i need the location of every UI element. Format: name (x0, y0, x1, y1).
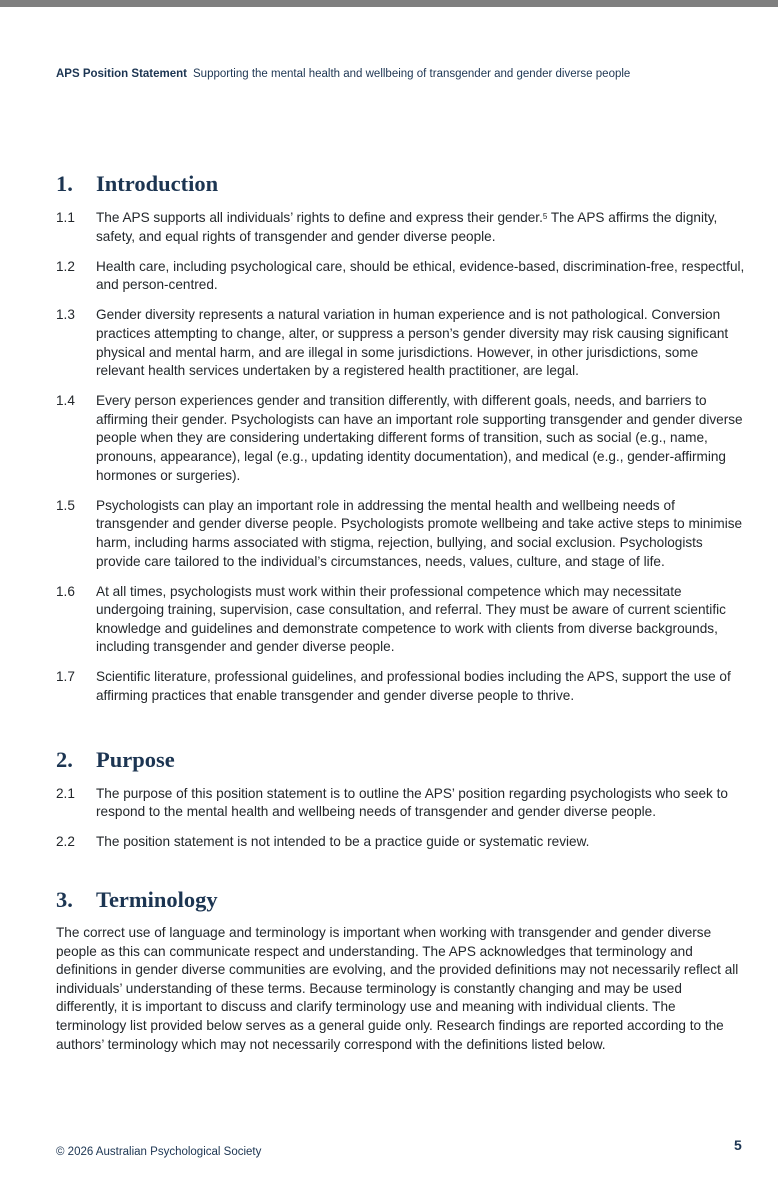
running-header (56, 68, 630, 80)
item-number: 1.5 (56, 497, 75, 513)
numbered-item (56, 668, 746, 705)
item-number: 1.7 (56, 669, 75, 685)
section-title: Introduction (96, 171, 219, 196)
section-heading-introduction (56, 168, 746, 200)
numbered-item (56, 833, 746, 852)
numbered-item (56, 209, 746, 246)
copyright-notice: © 2026 Australian Psychological Society (56, 1146, 262, 1158)
item-number: 1.6 (56, 583, 75, 599)
section-number: 3. (56, 886, 73, 912)
running-header-label: APS Position Statement (56, 68, 187, 80)
item-text: At all times, psychologists must work within their professional competence which may necessitate undergoing training, supervision, case consultation, and referral. They must be aware of current scientific knowledge and guidelines and demonstrate competence to work with clients from diverse backgrounds, including transgender and gender diverse people. (96, 583, 726, 655)
numbered-item (56, 497, 746, 571)
item-text: The position statement is not intended to be a practice guide or systematic review. (96, 834, 590, 850)
item-number: 1.3 (56, 307, 75, 323)
item-text: Scientific literature, professional guidelines, and professional bodies including the APS, support the use of affirming practices that enable transgender and gender diverse people to thrive. (96, 669, 731, 704)
document-body (56, 168, 746, 1054)
section-heading-terminology (56, 884, 746, 916)
numbered-item (56, 258, 746, 295)
item-number: 1.4 (56, 393, 75, 409)
section-title: Terminology (96, 886, 218, 912)
section-number: 1. (56, 171, 73, 196)
item-text: Health care, including psychological care, should be ethical, evidence-based, discrimination-free, respectful, and person-centred. (96, 258, 745, 293)
page-number: 5 (734, 1137, 742, 1153)
item-text: Gender diversity represents a natural variation in human experience and is not pathological. Conversion practices attempting to change, alter, or suppress a person’s gender diversity may risk causing significant physical and mental harm, and are illegal in some jurisdictions. However, in other jurisdictions, some relevant health services undertaken by a registered health practitioner, are legal. (96, 307, 729, 379)
numbered-item (56, 306, 746, 380)
item-number: 2.2 (56, 834, 75, 850)
section-heading-purpose (56, 744, 746, 776)
top-rule (0, 0, 778, 7)
section-title: Purpose (96, 746, 175, 772)
item-text: The purpose of this position statement is to outline the APS’ position regarding psychologists who seek to respond to the mental health and wellbeing needs of transgender and gender diverse people. (96, 785, 728, 820)
item-number: 2.1 (56, 785, 75, 801)
terminology-paragraph: The correct use of language and terminology is important when working with transgender and gender diverse people as this can communicate respect and understanding. The APS acknowledges that terminology and definitions in gender diverse communities are evolving, and the provided definitions may not necessarily reflect all individuals’ understanding of these terms. Because terminology is constantly changing and may be used differently, it is important to discuss and clarify terminology use and meaning with individual clients. The terminology list provided below serves as a general guide only. Research findings are reported according to the authors’ terminology which may not necessarily correspond with the definitions listed below. (56, 924, 739, 1052)
item-text: Psychologists can play an important role in addressing the mental health and wellbeing needs of transgender and gender diverse people. Psychologists promote wellbeing and take active steps to minimise harm, including harms associated with stigma, rejection, bullying, and social exclusion. Psychologists provide care tailored to the individual’s circumstances, needs, values, culture, and stage of life. (96, 497, 743, 569)
footnote-ref[interactable]: 5 (542, 212, 548, 221)
numbered-item (56, 583, 746, 657)
running-header-title: Supporting the mental health and wellbeing of transgender and gender diverse people (193, 68, 631, 80)
section-number: 2. (56, 746, 73, 772)
item-number: 1.2 (56, 258, 75, 274)
item-number: 1.1 (56, 210, 75, 225)
numbered-item (56, 785, 746, 822)
item-text: Every person experiences gender and transition differently, with different goals, needs, and barriers to affirming their gender. Psychologists can have an important role supporting transgender and gender diverse people when they are considering undertaking different forms of transition, such as social (e.g., name, pronouns, appearance), legal (e.g., updating identity documentation), and medical (e.g., gender-affirming hormones or surgeries). (96, 393, 743, 483)
numbered-item (56, 392, 746, 485)
item-text: The APS supports all individuals’ rights to define and express their gender.$^5$ The APS affirms the dignity, safety, and equal rights of transgender and gender diverse people. (96, 210, 718, 244)
